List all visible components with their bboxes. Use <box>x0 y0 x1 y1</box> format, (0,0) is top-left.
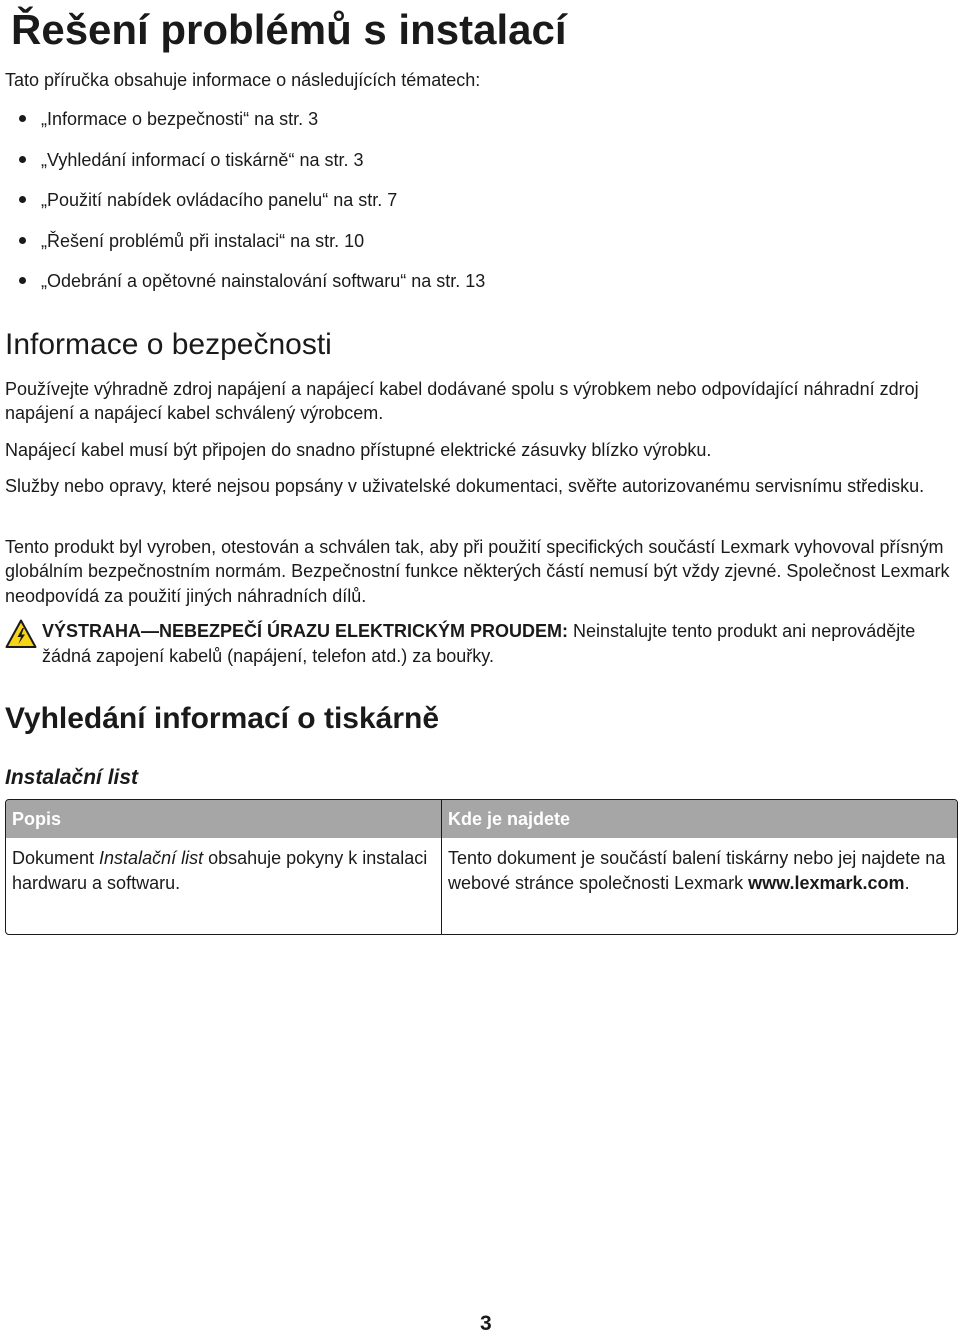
column-header-description: Popis <box>6 800 441 838</box>
topic-label: „Informace o bezpečnosti“ na str. 3 <box>41 109 319 129</box>
printer-info-heading: Vyhledání informací o tiskárně <box>5 702 440 735</box>
topic-label: „Řešení problémů při instalaci“ na str. 10 <box>41 230 365 251</box>
topic-item[interactable] <box>5 148 485 189</box>
topic-item[interactable] <box>5 188 485 229</box>
document-name: Instalační list <box>99 848 204 868</box>
warning-text <box>42 619 942 669</box>
topic-label: „Použití nabídek ovládacího panelu“ na str. 7 <box>41 190 398 210</box>
description-prefix: Dokument <box>12 848 100 868</box>
location-cell <box>441 838 957 934</box>
bullet-icon <box>19 277 26 284</box>
setup-sheet-subheading: Instalační list <box>5 766 139 789</box>
bullet-icon <box>19 196 26 203</box>
table-header-row <box>6 800 957 838</box>
description-cell <box>6 838 441 934</box>
lexmark-link[interactable]: www.lexmark.com <box>748 872 905 893</box>
intro-text: Tato příručka obsahuje informace o následujících tématech: <box>5 70 481 90</box>
safety-paragraph: Napájecí kabel musí být připojen do snadno přístupné elektrické zásuvky blízko výrobku. <box>5 440 712 460</box>
page-title: Řešení problémů s instalací <box>11 6 567 53</box>
topic-item[interactable] <box>5 107 485 148</box>
column-header-location: Kde je najdete <box>441 800 957 838</box>
safety-paragraph: Služby nebo opravy, které nejsou popsány v uživatelské dokumentaci, svěřte autorizovanému servisnímu středisku. <box>5 476 925 496</box>
location-text: Tento dokument je součástí balení tiskárny nebo jej najdete na webové stránce společnosti Lexmark <box>448 848 946 893</box>
bullet-icon <box>19 115 26 122</box>
topic-label: „Odebrání a opětovné nainstalování softwaru“ na str. 13 <box>41 271 486 291</box>
info-table <box>5 799 958 935</box>
warning-message: Neinstalujte tento produkt ani neprovádějte žádná zapojení kabelů (napájení, telefon atd.) za bouřky. <box>42 621 916 666</box>
warning-label: VÝSTRAHA—NEBEZPEČÍ ÚRAZU ELEKTRICKÝM PROUDEM: <box>42 621 569 641</box>
location-end: . <box>904 872 910 893</box>
topic-item[interactable] <box>5 229 485 270</box>
safety-paragraph: Tento produkt byl vyroben, otestován a schválen tak, aby při použití specifických součástí Lexmark vyhovoval přísným globálním bezpečnostním normám. Bezpečnostní funkce některých částí nemusí být vždy zjevné. Společnost Lexmark neodpovídá za použití jiných náhradních dílů. <box>5 537 950 606</box>
bullet-icon <box>19 156 26 163</box>
bullet-icon <box>19 237 26 244</box>
safety-paragraph: Používejte výhradně zdroj napájení a napájecí kabel dodávané spolu s výrobkem nebo odpovídající náhradní zdroj napájení a napájecí kabel schválený výrobcem. <box>5 379 919 424</box>
table-row <box>6 838 957 934</box>
description-suffix: obsahuje pokyny k instalaci hardwaru a softwaru. <box>12 848 428 893</box>
safety-heading: Informace o bezpečnosti <box>5 328 332 361</box>
topic-list <box>5 107 485 310</box>
electrical-hazard-icon <box>5 619 37 649</box>
topic-item[interactable] <box>5 269 485 310</box>
topic-label: „Vyhledání informací o tiskárně“ na str. 3 <box>41 149 364 170</box>
page-number: 3 <box>480 1312 492 1335</box>
